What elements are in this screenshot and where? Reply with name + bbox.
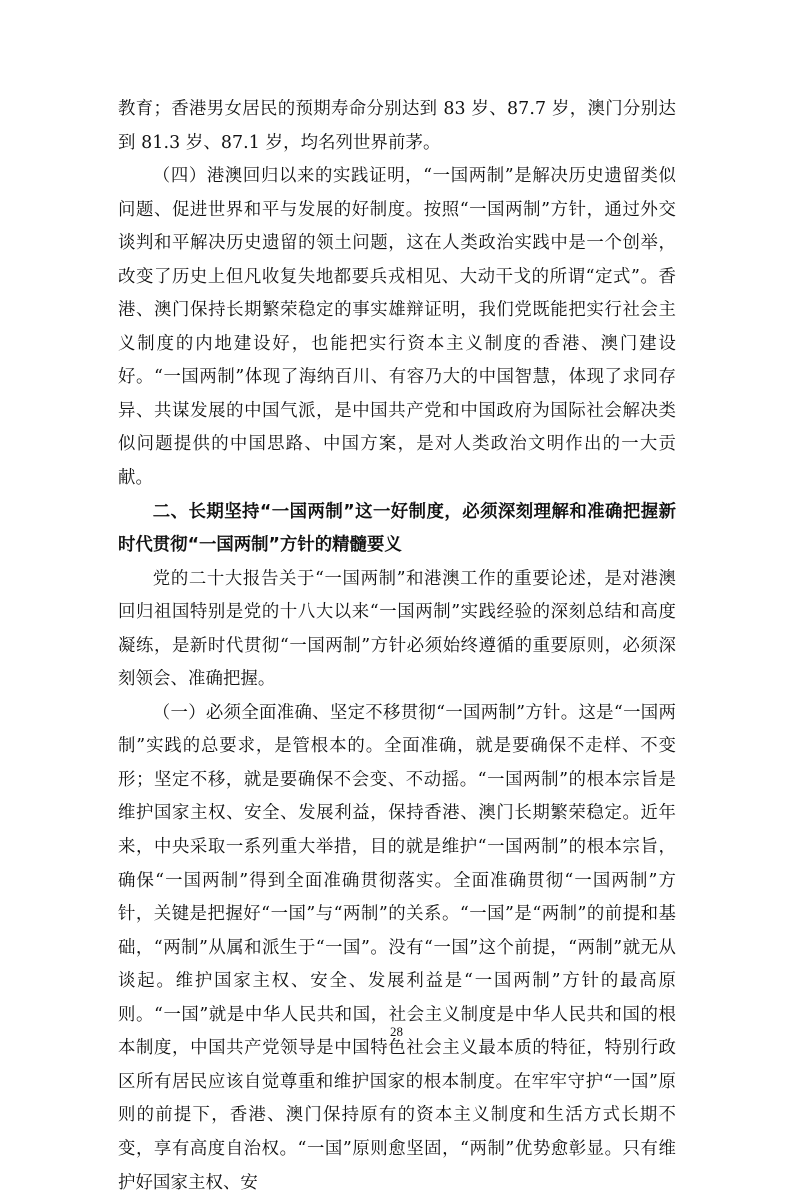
paragraph-continuation: 教育；香港男女居民的预期寿命分别达到 83 岁、87.7 岁，澳门分别达到 81.3 岁、87.1 岁，均名列世界前茅。 (118, 99, 676, 153)
section-heading: 二、长期坚持“一国两制”这一好制度，必须深刻理解和准确把握新时代贯彻“一国两制”方针的精髓要义 (118, 501, 676, 556)
page-number: 28 (390, 1024, 403, 1039)
paragraph-section-four: （四）港澳回归以来的实践证明，“一国两制”是解决历史遗留类似问题、促进世界和平与发展的好制度。按照“一国两制”方针，通过外交谈判和平解决历史遗留的领土问题，这在人类政治实践中是一个创举，改变了历史上但凡收复失地都要兵戎相见、大动干戈的所谓“定式”。香港、澳门保持长期繁荣稳定的事实雄辩证明，我们党既能把实行社会主义制度的内地建设好，也能把实行资本主义制度的香港、澳门建设好。“一国两制”体现了海纳百川、有容乃大的中国智慧，体现了求同存异、共谋发展的中国气派，是中国共产党和中国政府为国际社会解决类似问题提供的中国思路、中国方案，是对人类政治文明作出的一大贡献。 (118, 166, 676, 489)
paragraph-report-summary: 党的二十大报告关于“一国两制”和港澳工作的重要论述，是对港澳回归祖国特别是党的十八大以来“一国两制”实践经验的深刻总结和高度凝练，是新时代贯彻“一国两制”方针必须始终遵循的重要原则，必须深刻领会、准确把握。 (118, 568, 676, 690)
paragraph-section-one: （一）必须全面准确、坚定不移贯彻“一国两制”方针。这是“一国两制”实践的总要求，是管根本的。全面准确，就是要确保不走样、不变形；坚定不移，就是要确保不会变、不动摇。“一国两制”的根本宗旨是维护国家主权、安全、发展利益，保持香港、澳门长期繁荣稳定。近年来，中央采取一系列重大举措，目的就是维护“一国两制”的根本宗旨，确保“一国两制”得到全面准确贯彻落实。全面准确贯彻“一国两制”方针，关键是把握好“一国”与“两制”的关系。“一国”是“两制”的前提和基础，“两制”从属和派生于“一国”。没有“一国”这个前提，“两制”就无从谈起。维护国家主权、安全、发展利益是“一国两制”方针的最高原则。“一国”就是中华人民共和国，社会主义制度是中华人民共和国的根本制度，中国共产党领导是中国特色社会主义最本质的特征，特别行政区所有居民应该自觉尊重和维护国家的根本制度。在牢牢守护“一国”原则的前提下，香港、澳门保持原有的资本主义制度和生活方式长期不变，享有高度自治权。“一国”原则愈坚固，“两制”优势愈彰显。只有维护好国家主权、安 (118, 702, 676, 1193)
